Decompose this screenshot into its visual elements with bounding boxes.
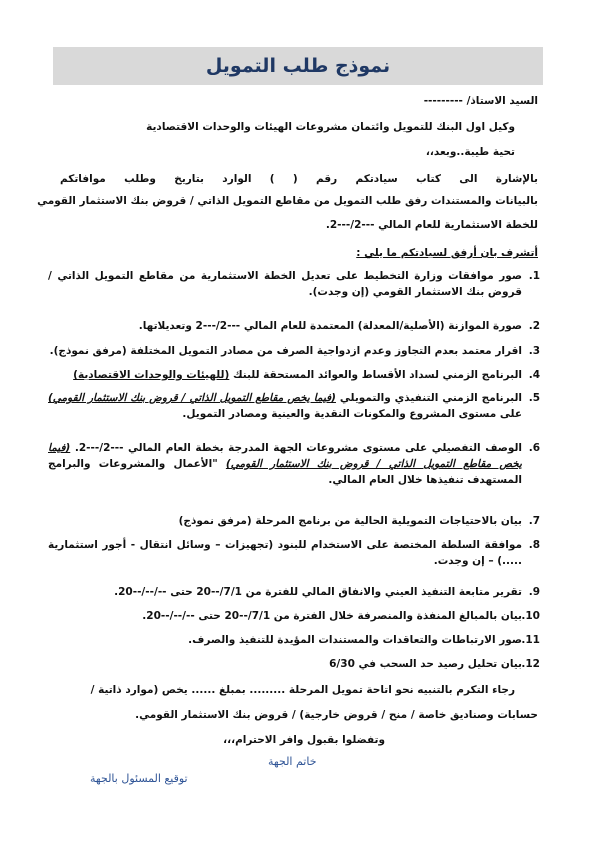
- item-text: موافقة السلطة المختصة على الاستخدام للبنود (تجهيزات – وسائل انتقال - أجور استثمارية .....) – إن وجدت.: [48, 539, 522, 567]
- item-text: البرنامج الزمني التنفيذي والتمويلي: [335, 392, 522, 404]
- list-item: [48, 513, 540, 529]
- addressee: السيد الاستاذ/ ---------: [423, 95, 538, 107]
- signature-label: توقيع المسئول بالجهة: [90, 772, 188, 785]
- list-item: [48, 390, 540, 422]
- list-item: [48, 343, 540, 359]
- list-item: [48, 440, 540, 488]
- item-number: 7.: [528, 515, 540, 527]
- addressee-role: وكيل اول البنك للتمويل وائتمان مشروعات الهيئات والوحدات الاقتصادية: [146, 121, 515, 133]
- item-text: تقرير متابعة التنفيذ العيني والانفاق المالي للفترة من 7/1/--20 حتى --/--/--20.: [114, 586, 522, 598]
- title-banner: [53, 47, 543, 85]
- item-text: صور الارتباطات والتعاقدات والمستندات المؤيدة للتنفيذ والصرف.: [188, 634, 522, 646]
- reference-line-2: بالبيانات والمستندات رفق طلب التمويل من مقاطع التمويل الذاتي / قروض بنك الاستثمار القومي: [37, 195, 538, 207]
- item-number: 9.: [528, 586, 540, 598]
- item-number: 12.: [521, 658, 540, 670]
- item-text: بيان بالاحتياجات التمويلية الحالية من برنامج المرحلة (مرفق نموذج): [178, 515, 522, 527]
- item-number: 2.: [528, 320, 540, 332]
- item-text: اقرار معتمد بعدم التجاوز وعدم ازدواجية الصرف من مصادر التمويل المختلفة (مرفق نموذج).: [49, 345, 522, 357]
- item-text: البرنامج الزمني لسداد الأقساط والعوائد المستحقة للبنك: [229, 369, 522, 381]
- closing-line-2: حسابات وصناديق خاصة / منح / قروض خارجية) / قروض بنك الاستثمار القومي.: [135, 709, 538, 721]
- item-number: 6.: [528, 442, 540, 454]
- list-item: [48, 537, 540, 569]
- closing-line-3: وتفضلوا بقبول وافر الاحترام،،،: [223, 734, 385, 746]
- list-item: [48, 608, 540, 624]
- item-text: "الأعمال والمشروعات والبرامج المستهدف تنفيذها خلال العام المالي.: [48, 458, 522, 486]
- list-item: [48, 268, 540, 300]
- item-text: بيان بالمبالغ المنفذة والمنصرفة خلال الفترة من 7/1/--20 حتى --/--/--20.: [142, 610, 522, 622]
- list-item: [48, 656, 540, 672]
- list-item: [48, 367, 540, 383]
- item-text: بيان تحليل رصيد حد السحب في 6/30: [329, 658, 522, 670]
- item-number: 3.: [528, 345, 540, 357]
- item-number: 8.: [528, 539, 540, 551]
- list-item: [48, 632, 540, 648]
- item-text-underlined: (للهيئات والوحدات الاقتصادية): [73, 369, 230, 381]
- item-number: 11.: [521, 634, 540, 646]
- reference-line-3: للخطة الاستثمارية للعام المالي ---2/---2.: [325, 219, 538, 231]
- item-number: 10.: [521, 610, 540, 622]
- item-text: على مستوى المشروع والمكونات النقدية والعينية ومصادر التمويل.: [182, 408, 522, 420]
- attachments-heading: أتشرف بان أرفق لسيادتكم ما يلي :: [356, 247, 538, 259]
- greeting: تحية طيبة..وبعد،،: [425, 146, 515, 158]
- entity-stamp-label: خاتم الجهة: [268, 755, 317, 768]
- reference-line-1: بالإشارة الى كتاب سيادتكم رقم ( ) الوارد بتاريخ وطلب موافاتكم: [60, 173, 538, 185]
- list-item: [48, 584, 540, 600]
- document-title: نموذج طلب التمويل: [205, 55, 391, 77]
- item-text: صور موافقات وزارة التخطيط على تعديل الخطة الاستثمارية من مقاطع التمويل الذاتي / قروض بنك الاستثمار القومي (إن وجدت).: [48, 270, 522, 298]
- item-text-italic: (فيما يخص مقاطع التمويل الذاتي / قروض بنك الاستثمار القومي): [48, 442, 522, 470]
- item-text: الوصف التفصيلي على مستوى مشروعات الجهة المدرجة بخطة العام المالي ---2/---2.: [70, 442, 522, 454]
- item-number: 4.: [528, 369, 540, 381]
- list-item: [48, 318, 540, 334]
- item-text-italic: (فيما يخص مقاطع التمويل الذاتي / قروض بنك الاستثمار القومي): [48, 392, 336, 404]
- item-number: 5.: [528, 392, 540, 404]
- item-number: 1.: [528, 270, 540, 282]
- item-text: صورة الموازنة (الأصلية/المعدلة) المعتمدة للعام المالي ---2/---2 وتعديلاتها.: [138, 320, 522, 332]
- closing-line-1: رجاء التكرم بالتنبيه نحو اتاحة تمويل المرحلة ......... بمبلغ ...... يخص (موارد ذاتية /: [90, 684, 515, 696]
